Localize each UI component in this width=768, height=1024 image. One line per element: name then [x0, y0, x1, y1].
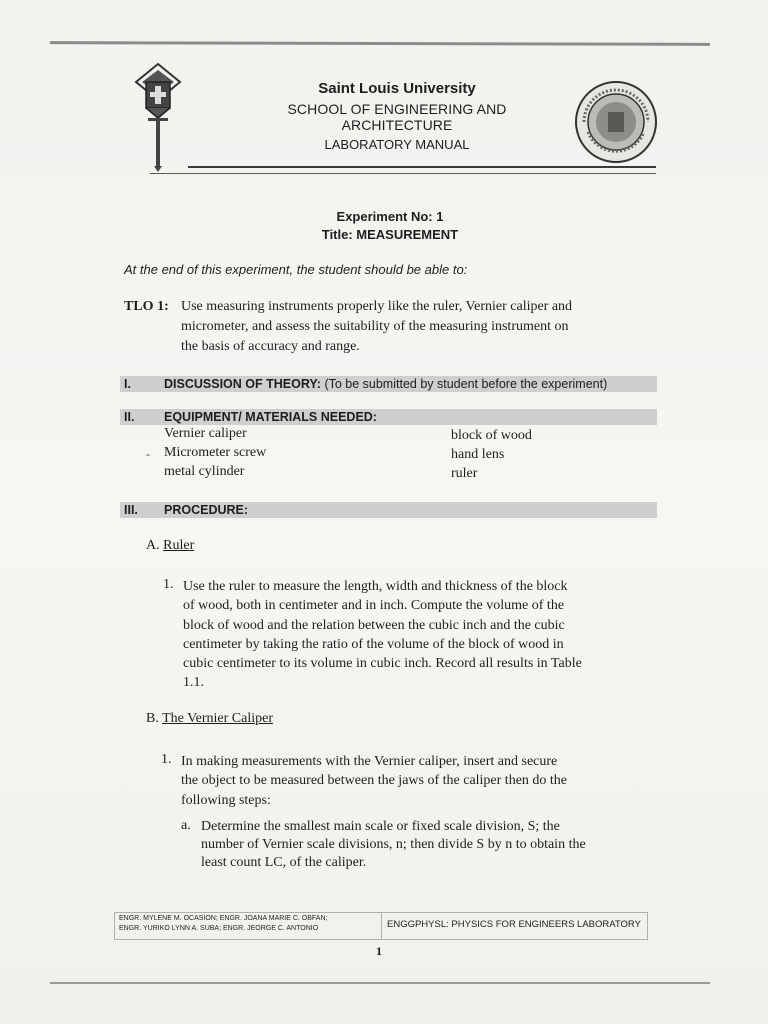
- section-title: PROCEDURE:: [164, 503, 249, 517]
- para-line: In making measurements with the Vernier caliper, insert and secure: [181, 754, 558, 769]
- step-number: 1.: [163, 577, 174, 592]
- para-line: the object to be measured between the jaws of the caliper then do the: [181, 773, 568, 789]
- college-seal-logo: [574, 80, 658, 164]
- section-equipment: [120, 409, 657, 425]
- section-number: II.: [124, 410, 135, 424]
- experiment-title: Title: MEASUREMENT: [321, 227, 459, 242]
- para-line: Use the ruler to measure the length, width and thickness of the block: [183, 579, 568, 594]
- para-line: centimeter by taking the ratio of the volume of the block of wood in: [183, 636, 564, 652]
- equipment-item: Micrometer screw: [164, 445, 267, 460]
- subsection-letter: A.: [146, 538, 160, 553]
- footer-box: [114, 912, 648, 940]
- school-name: SCHOOL OF ENGINEERING AND ARCHITECTURE: [287, 101, 507, 133]
- tlo-line: Use measuring instruments properly like the ruler, Vernier caliper and: [181, 299, 573, 314]
- para-line: cubic centimeter to its volume in cubic inch. Record all results in Table: [183, 656, 582, 672]
- footer-course-title: ENGGPHYSL: PHYSICS FOR ENGINEERS LABORATORY: [387, 919, 641, 930]
- ruler-step-paragraph: [183, 577, 653, 693]
- para-line: least count LC, of the caliper.: [201, 855, 367, 870]
- tlo-label: TLO 1:: [124, 299, 169, 314]
- subsection-letter: B.: [146, 711, 159, 726]
- equipment-item: metal cylinder: [164, 464, 245, 479]
- equipment-item: hand lens: [451, 447, 505, 462]
- section-note: (To be submitted by student before the experiment): [324, 377, 608, 391]
- section-title-text: DISCUSSION OF THEORY:: [164, 377, 321, 391]
- manual-title: LABORATORY MANUAL: [324, 137, 470, 152]
- header-divider-thick: [188, 166, 656, 168]
- vernier-step-paragraph: [181, 752, 653, 810]
- section-number: I.: [124, 377, 131, 391]
- university-crest-logo: [128, 62, 188, 172]
- footer-divider: [381, 913, 382, 939]
- step-number: 1.: [161, 752, 172, 767]
- tlo-line: micrometer, and assess the suitability of the measuring instrument on: [181, 319, 569, 334]
- equipment-item: block of wood: [451, 428, 532, 443]
- subsection-ruler-heading: [146, 538, 194, 554]
- tlo-text: [181, 297, 661, 357]
- footer-authors-line: ENGR. YURIKO LYNN A. SUBA; ENGR. JEORGE C. ANTONIO: [119, 925, 319, 932]
- para-line: 1.1.: [183, 675, 204, 691]
- subsection-label: The Vernier Caliper: [162, 711, 274, 726]
- section-title: [164, 377, 607, 391]
- experiment-number: Experiment No: 1: [336, 209, 444, 224]
- subsection-vernier-heading: [146, 711, 273, 727]
- para-line: following steps:: [181, 792, 271, 808]
- footer-authors-line: ENGR. MYLENE M. OCASION; ENGR. JOANA MARIE C. OBFAN;: [119, 915, 328, 922]
- equipment-item: ruler: [451, 466, 478, 481]
- top-border-line: [50, 41, 710, 46]
- stray-mark: -: [146, 447, 150, 461]
- intro-text: At the end of this experiment, the student should be able to:: [124, 262, 468, 277]
- section-procedure: [120, 502, 657, 518]
- equipment-item: Vernier caliper: [164, 426, 247, 441]
- header-divider-thin: [150, 173, 656, 174]
- para-line: block of wood and the relation between the cubic inch and the cubic: [183, 617, 565, 633]
- subsection-label: Ruler: [163, 538, 195, 553]
- vernier-substep-paragraph: [201, 818, 653, 872]
- page-number: 1: [376, 944, 382, 958]
- para-line: of wood, both in centimeter and in inch. Compute the volume of the: [183, 598, 565, 614]
- tlo-line: the basis of accuracy and range.: [181, 339, 360, 354]
- section-discussion-of-theory: [120, 376, 657, 392]
- para-line: Determine the smallest main scale or fixed scale division, S; the: [201, 819, 560, 834]
- university-name: Saint Louis University: [318, 80, 476, 97]
- section-title: EQUIPMENT/ MATERIALS NEEDED:: [164, 410, 377, 424]
- para-line: number of Vernier scale divisions, n; then divide S by n to obtain the: [201, 837, 586, 852]
- substep-letter: a.: [181, 818, 191, 833]
- bottom-border-line: [50, 982, 710, 984]
- section-number: III.: [124, 503, 138, 517]
